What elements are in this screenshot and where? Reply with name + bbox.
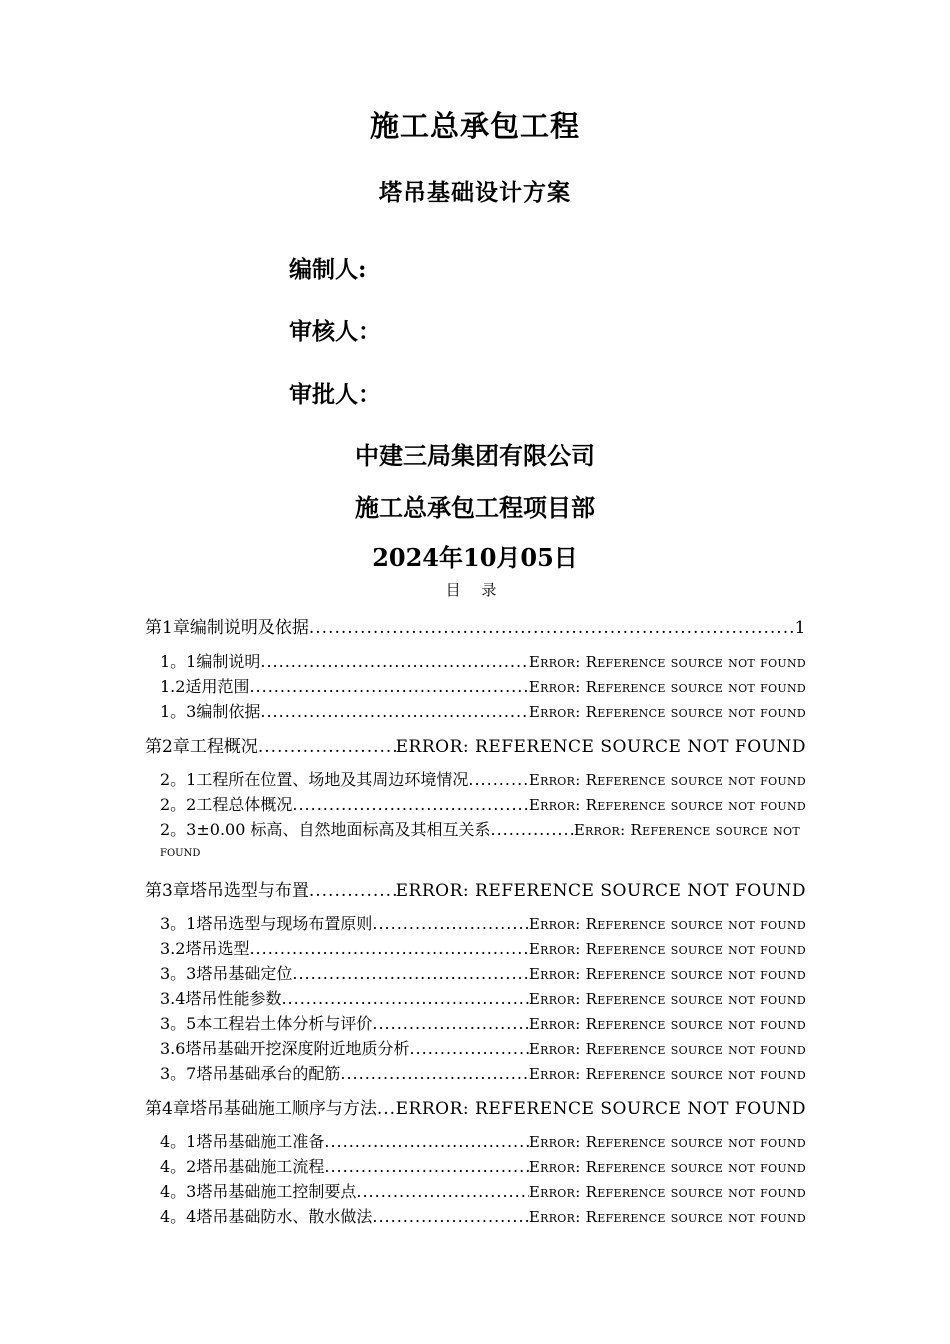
toc-leader	[490, 820, 573, 839]
toc-entry-section[interactable]	[160, 1036, 806, 1059]
toc-entry-title: 4。1塔吊基础施工准备	[160, 1132, 325, 1151]
document-title: 施工总承包工程	[369, 109, 580, 143]
toc-entry-section[interactable]	[160, 986, 806, 1009]
toc-entry-title: 第2章工程概况	[145, 737, 258, 757]
toc-leader	[260, 652, 529, 671]
toc-leader	[249, 939, 528, 958]
toc-entry-title: 第4章塔吊基础施工顺序与方法	[145, 1099, 377, 1119]
toc-leader	[260, 702, 529, 721]
toc-leader	[324, 1157, 529, 1176]
toc-entry-chapter[interactable]	[145, 732, 806, 757]
toc-leader	[372, 1014, 529, 1033]
toc-leader	[468, 770, 529, 789]
document-date: 2024年10月05日	[372, 543, 578, 572]
toc-entry-section[interactable]	[160, 911, 806, 934]
toc-entry-page: Error: Reference source not found	[528, 796, 806, 814]
toc-entry-page: Error: Reference source not found	[528, 703, 806, 721]
toc-entry-section[interactable]	[160, 817, 800, 840]
toc-entry-title: 1。1编制说明	[160, 652, 261, 671]
toc-entry-section[interactable]	[160, 699, 806, 722]
toc-leader	[281, 989, 528, 1008]
toc-entry-title: 2。3±0.00 标高、自然地面标高及其相互关系	[160, 820, 491, 839]
toc-entry-title: 3。1塔吊选型与现场布置原则	[160, 914, 373, 933]
toc-entry-section[interactable]	[160, 1204, 806, 1227]
toc-entry-chapter[interactable]	[145, 876, 806, 901]
toc-leader	[309, 881, 396, 901]
toc-entry-section[interactable]	[160, 649, 806, 672]
toc-leader	[258, 737, 396, 757]
toc-entry-page: Error: Reference source not found	[528, 1158, 806, 1176]
department-name: 施工总承包工程项目部	[355, 493, 595, 522]
toc-leader	[356, 1182, 529, 1201]
toc-entry-title: 4。2塔吊基础施工流程	[160, 1157, 325, 1176]
compiler-label: 编制人:	[289, 256, 367, 283]
toc-entry-section[interactable]	[160, 1129, 806, 1152]
toc-entry-title: 第1章编制说明及依据	[145, 618, 309, 638]
toc-leader	[324, 1132, 529, 1151]
toc-entry-title: 3。7塔吊基础承台的配筋	[160, 1064, 341, 1083]
toc-entry-chapter[interactable]	[145, 1094, 806, 1119]
toc-entry-page: Error: Reference source not found	[528, 653, 806, 671]
toc-entry-page: ERROR: REFERENCE SOURCE NOT FOUND	[395, 1099, 806, 1119]
toc-entry-section[interactable]	[160, 1011, 806, 1034]
toc-entry-title: 3.4塔吊性能参数	[160, 989, 282, 1008]
toc-entry-page: Error: Reference source not found	[528, 1065, 806, 1083]
document-subtitle: 塔吊基础设计方案	[379, 179, 571, 206]
toc-entry-title: 3。5本工程岩土体分析与评价	[160, 1014, 373, 1033]
toc-entry-title: 3。3塔吊基础定位	[160, 964, 293, 983]
toc-entry-title: 第3章塔吊选型与布置	[145, 881, 309, 901]
reviewer-label: 审核人：	[289, 318, 381, 345]
toc-leader	[372, 1207, 529, 1226]
toc-entry-title: 1.2适用范围	[160, 677, 250, 696]
toc-entry-title: 2。1工程所在位置、场地及其周边环境情况	[160, 770, 469, 789]
toc-entry-section[interactable]	[160, 674, 806, 697]
toc-entry-section[interactable]	[160, 936, 806, 959]
toc-leader	[249, 677, 528, 696]
toc-entry-title: 3.6塔吊基础开挖深度附近地质分析	[160, 1039, 410, 1058]
toc-entry-page: Error: Reference source not found	[528, 965, 806, 983]
toc-entry-section[interactable]	[160, 1061, 806, 1084]
toc-entry-page: Error: Reference source not found	[528, 990, 806, 1008]
toc-leader	[292, 795, 529, 814]
toc-entry-chapter[interactable]	[145, 613, 806, 638]
toc-entry-page: Error: Reference source not found	[528, 1015, 806, 1033]
toc-entry-page: Error: Reference source not found	[528, 678, 806, 696]
toc-entry-section[interactable]	[160, 1179, 806, 1202]
toc-entry-page: Error: Reference source not found	[528, 771, 806, 789]
toc-entry-page: Error: Reference source not found	[528, 1133, 806, 1151]
approver-label: 审批人：	[289, 381, 381, 408]
toc-leader	[292, 964, 529, 983]
toc-entry-section[interactable]	[160, 792, 806, 815]
toc-leader	[340, 1064, 529, 1083]
toc-entry-page: ERROR: REFERENCE SOURCE NOT FOUND	[395, 881, 806, 901]
toc-entry-page: Error: Reference source not	[573, 821, 800, 839]
toc-entry-section[interactable]	[160, 961, 806, 984]
toc-entry-title: 3.2塔吊选型	[160, 939, 250, 958]
toc-entry-title: 4。4塔吊基础防水、散水做法	[160, 1207, 373, 1226]
toc-leader	[372, 914, 529, 933]
toc-entry-page: Error: Reference source not found	[528, 1040, 806, 1058]
company-name: 中建三局集团有限公司	[355, 441, 595, 470]
toc-entry-section[interactable]	[160, 767, 806, 790]
toc-heading: 目 录	[445, 581, 505, 599]
toc-entry-page: Error: Reference source not found	[528, 915, 806, 933]
toc-entry-title: 2。2工程总体概况	[160, 795, 293, 814]
toc-entry-page: 1	[794, 618, 806, 638]
toc-entry-page: Error: Reference source not found	[528, 1183, 806, 1201]
toc-entry-page: ERROR: REFERENCE SOURCE NOT FOUND	[395, 737, 806, 757]
toc-leader	[377, 1099, 396, 1119]
toc-entry-title: 4。3塔吊基础施工控制要点	[160, 1182, 357, 1201]
toc-entry-page: Error: Reference source not found	[528, 940, 806, 958]
toc-leader	[409, 1039, 528, 1058]
toc-entry-page: Error: Reference source not found	[528, 1208, 806, 1226]
toc-entry-page-continued: found	[160, 844, 201, 860]
toc-entry-title: 1。3编制依据	[160, 702, 261, 721]
toc-entry-section[interactable]	[160, 1154, 806, 1177]
toc-leader	[309, 618, 795, 638]
